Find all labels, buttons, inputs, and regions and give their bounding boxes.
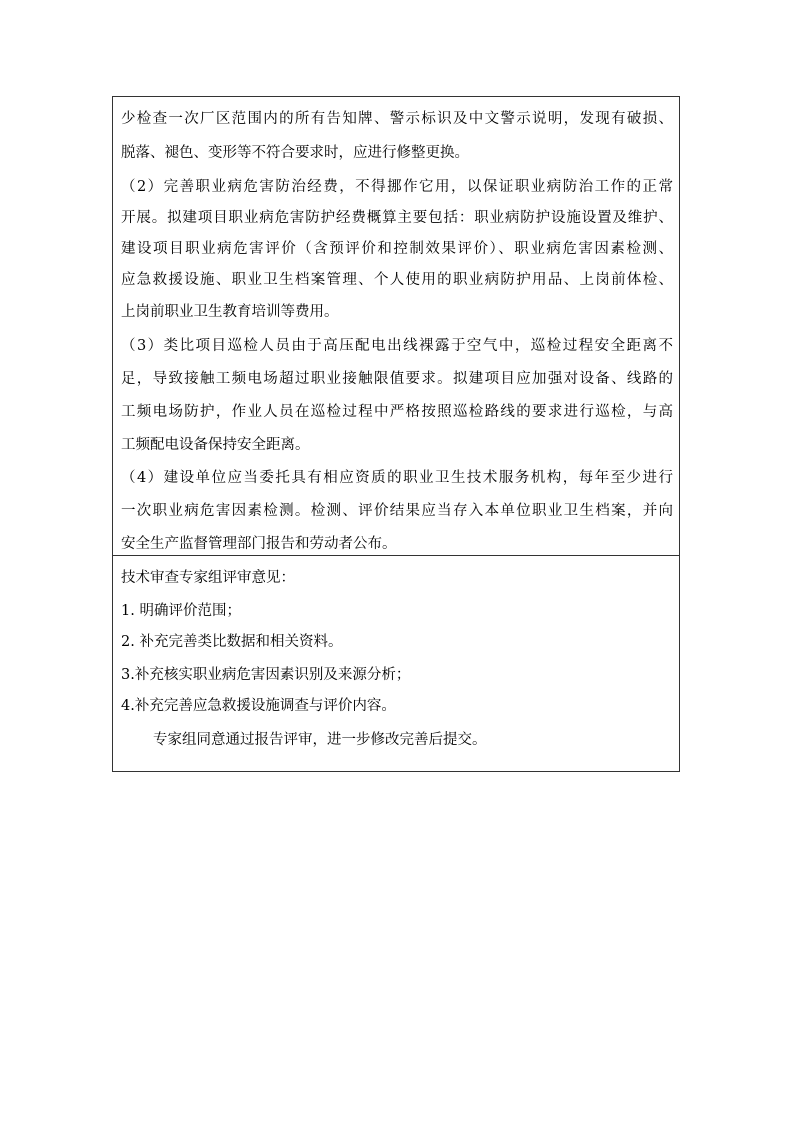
text-line: 脱落、褪色、变形等不符合要求时，应进行修整更换。: [121, 145, 469, 161]
text-line: （4）建设单位应当委托具有相应资质的职业卫生技术服务机构，每年至少进行: [121, 470, 673, 486]
text-line: （2）完善职业病危害防治经费，不得挪作它用，以保证职业病防治工作的正常: [121, 179, 673, 195]
text-line: 上岗前职业卫生教育培训等费用。: [121, 304, 339, 320]
review-item: 1. 明确评价范围；: [121, 603, 241, 619]
text-line: 工频电场防护，作业人员在巡检过程中严格按照巡检路线的要求进行巡检，与高: [121, 404, 673, 420]
text-line: 工频配电设备保持安全距离。: [121, 437, 310, 453]
text-line: 安全生产监督管理部门报告和劳动者公布。: [121, 536, 397, 552]
expert-review-cell: [113, 556, 679, 771]
review-table: [112, 96, 680, 772]
text-line: 开展。拟建项目职业病危害防护经费概算主要包括：职业病防护设施设置及维护、: [121, 210, 673, 226]
text-line: 一次职业病危害因素检测。检测、评价结果应当存入本单位职业卫生档案，并向: [121, 503, 673, 519]
text-line: 应急救援设施、职业卫生档案管理、个人使用的职业病防护用品、上岗前体检、: [121, 272, 673, 288]
review-item: 3.补充核实职业病危害因素识别及来源分析；: [121, 667, 411, 683]
text-line: 建设项目职业病危害评价（含预评价和控制效果评价）、职业病危害因素检测、: [121, 241, 673, 257]
review-item: 2. 补充完善类比数据和相关资料。: [121, 634, 343, 650]
review-heading: 技术审查专家组评审意见：: [121, 570, 295, 586]
protective-measures-cell: [113, 97, 679, 556]
text-line: （3）类比项目巡检人员由于高压配电出线裸露于空气中，巡检过程安全距离不: [121, 338, 673, 354]
review-item: 4.补充完善应急救援设施调查与评价内容。: [121, 698, 396, 714]
text-line: 少检查一次厂区范围内的所有告知牌、警示标识及中文警示说明，发现有破损、: [121, 111, 673, 127]
text-line: 足，导致接触工频电场超过职业接触限值要求。拟建项目应加强对设备、线路的: [121, 371, 673, 387]
review-conclusion: 专家组同意通过报告评审，进一步修改完善后提交。: [153, 732, 487, 748]
